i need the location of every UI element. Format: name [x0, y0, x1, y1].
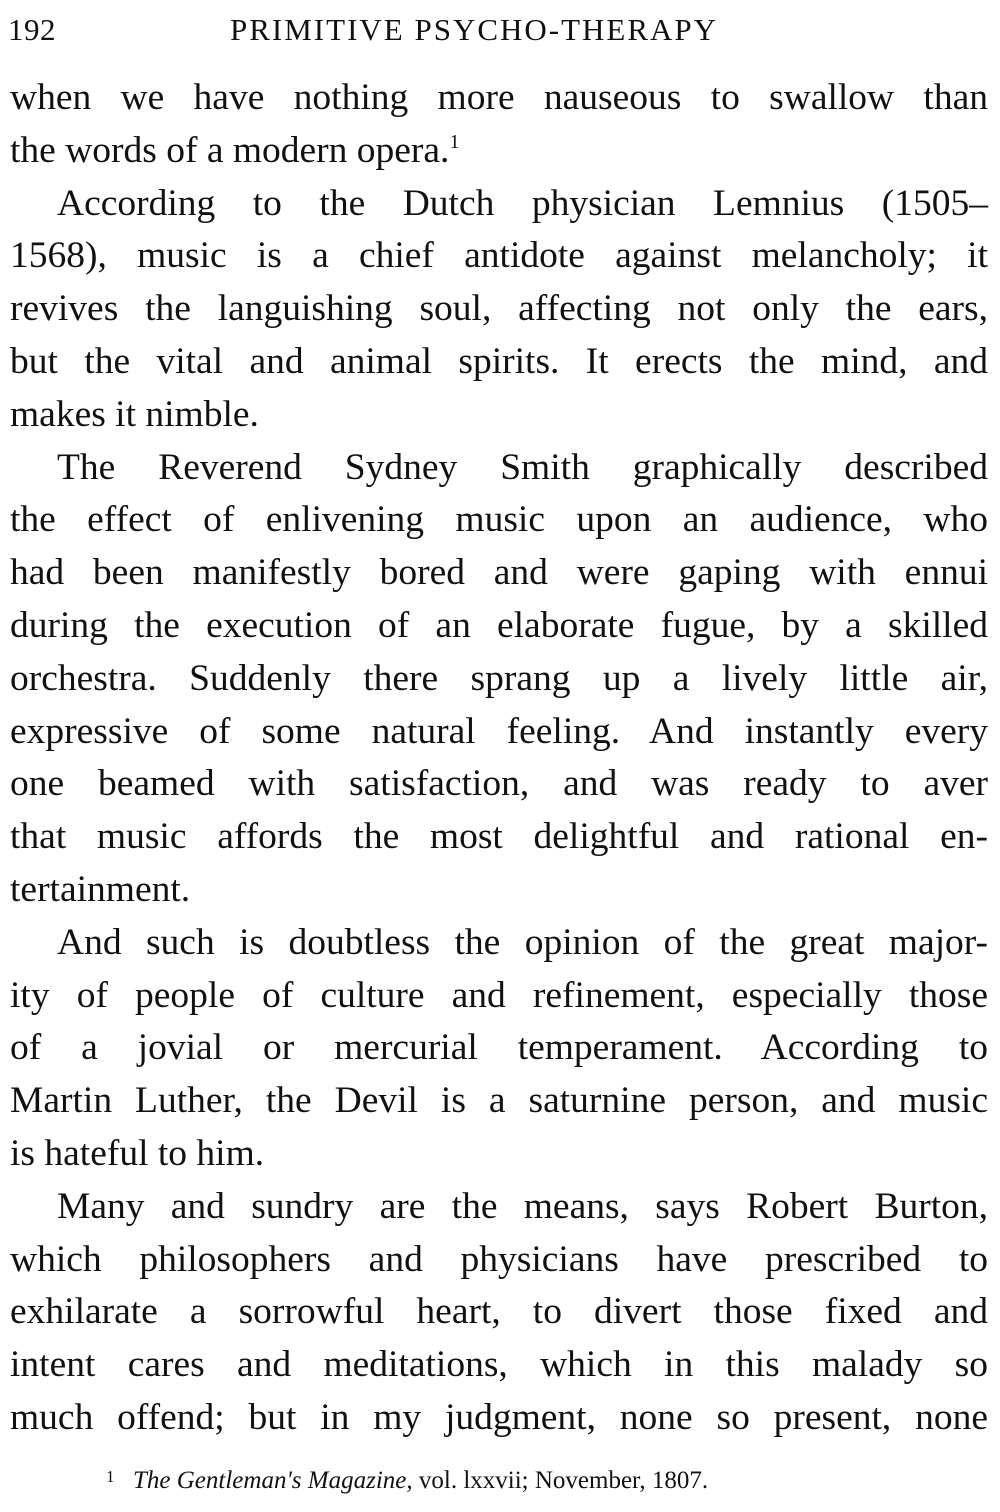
text-line-content: the words of a modern opera.	[10, 129, 450, 171]
text-line: 1568), music is a chief antidote against melancholy; it	[10, 235, 988, 277]
text-line: expressive of some natural feeling. And instantly every	[10, 710, 988, 752]
text-line: had been manifestly bored and were gaping with ennui	[10, 552, 988, 594]
body-text	[10, 72, 988, 1445]
text-line: but the vital and animal spirits. It erects the mind, and	[10, 340, 988, 382]
text-line: intent cares and meditations, which in this malady so	[10, 1344, 988, 1386]
footnote-reference: 1	[449, 130, 460, 153]
text-line: tertainment.	[10, 868, 191, 910]
text-line: Martin Luther, the Devil is a saturnine person, and music	[10, 1080, 988, 1122]
page-number: 192	[8, 12, 56, 47]
paragraph-start-line: According to the Dutch physician Lemnius (1505–	[57, 182, 988, 224]
text-line: orchestra. Suddenly there sprang up a lively little air,	[10, 657, 988, 699]
text-line: makes it nimble.	[10, 393, 259, 435]
text-line: when we have nothing more nauseous to swallow than	[10, 77, 988, 118]
footnote-details: vol. lxxvii; November, 1807.	[412, 1467, 709, 1494]
text-line: the effect of enlivening music upon an audience, who	[10, 499, 988, 541]
paragraph-start-line: Many and sundry are the means, says Robert Burton,	[57, 1185, 988, 1227]
text-line: is hateful to him.	[10, 1132, 265, 1174]
text-line: of a jovial or mercurial temperament. According to	[10, 1027, 988, 1069]
text-line: which philosophers and physicians have prescribed to	[10, 1238, 988, 1280]
text-line: one beamed with satisfaction, and was ready to aver	[10, 763, 988, 805]
running-title: PRIMITIVE PSYCHO-THERAPY	[230, 12, 719, 47]
text-line: ity of people of culture and refinement, especially those	[10, 974, 988, 1016]
footnote-text	[133, 1466, 708, 1496]
text-line: exhilarate a sorrowful heart, to divert those fixed and	[10, 1291, 988, 1333]
text-line: revives the languishing soul, affecting not only the ears,	[10, 288, 988, 330]
paragraph-start-line: And such is doubtless the opinion of the great major-	[57, 921, 988, 963]
text-line-with-footnote	[10, 125, 988, 178]
text-line: that music affords the most delightful and rational en-	[10, 816, 988, 858]
paragraph-start-line: The Reverend Sydney Smith graphically described	[57, 446, 988, 488]
footnote-marker: 1	[106, 1467, 115, 1486]
text-line: during the execution of an elaborate fugue, by a skilled	[10, 604, 988, 646]
footnote-journal-title: The Gentleman's Magazine,	[133, 1467, 413, 1494]
running-head	[8, 12, 988, 52]
text-line: much offend; but in my judgment, none so present, none	[10, 1396, 988, 1438]
